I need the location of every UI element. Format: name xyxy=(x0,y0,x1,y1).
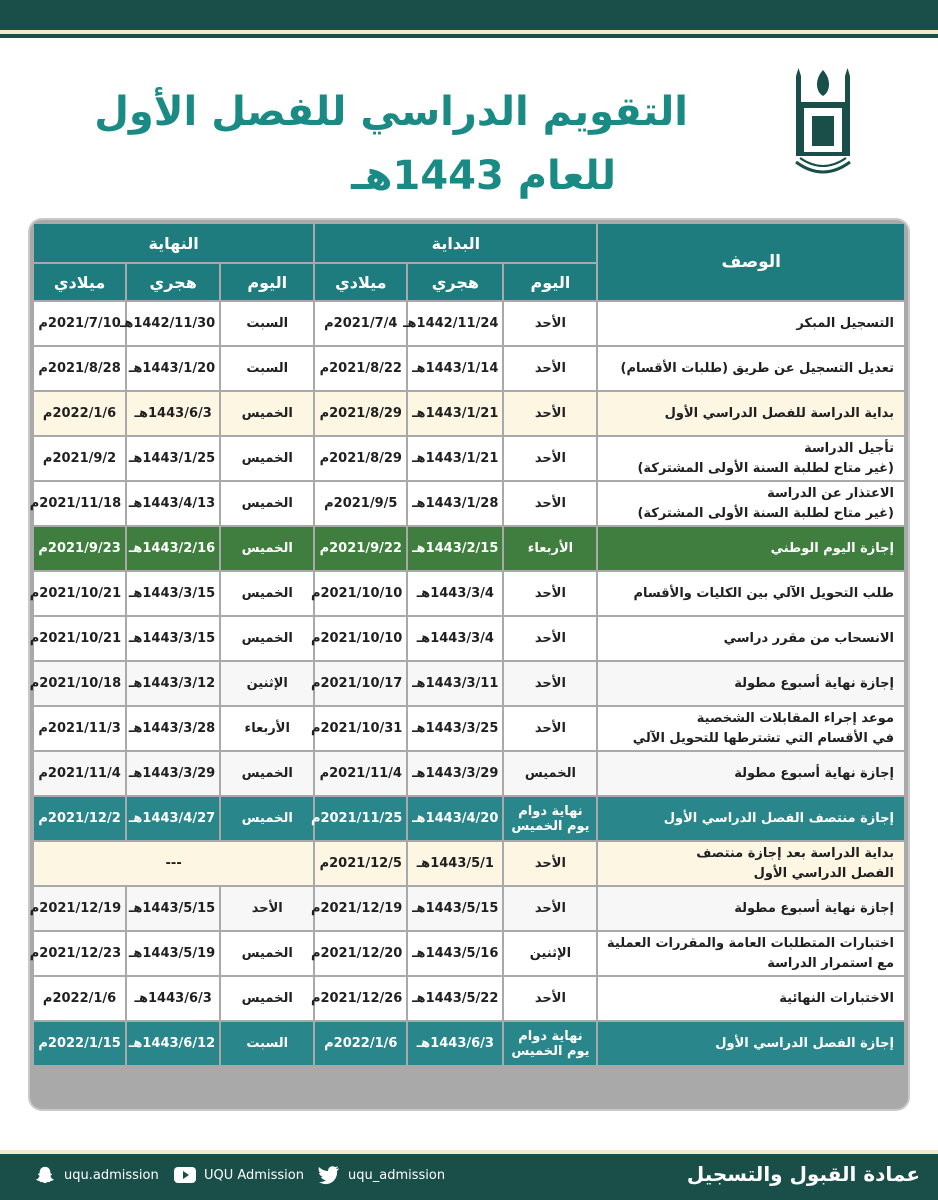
column-group-start: البداية xyxy=(315,224,596,262)
start-hijri: 1443/3/4هـ xyxy=(408,572,502,615)
end-day: السبت xyxy=(221,302,313,345)
academic-calendar-table xyxy=(29,222,906,1067)
row-description: تعديل التسجيل عن طريق (طلبات الأقسام) xyxy=(598,347,904,390)
end-hijri: 1443/3/15هـ xyxy=(127,572,219,615)
youtube-channel: UQU Admission xyxy=(204,1167,304,1183)
row-description-line-2: مع استمرار الدراسة xyxy=(767,955,894,971)
table-row xyxy=(34,887,904,930)
row-description xyxy=(598,842,904,885)
start-gregorian: 2021/12/26م xyxy=(315,977,406,1020)
start-day: الأحد xyxy=(504,977,596,1020)
twitter-icon xyxy=(318,1166,340,1184)
end-hijri: 1443/6/3هـ xyxy=(127,392,219,435)
start-gregorian: 2021/9/22م xyxy=(315,527,406,570)
row-description: إجازة منتصف الفصل الدراسي الأول xyxy=(598,797,904,840)
start-gregorian: 2021/10/17م xyxy=(315,662,406,705)
table-row xyxy=(34,752,904,795)
start-gregorian: 2021/10/10م xyxy=(315,572,406,615)
start-hijri: 1443/3/4هـ xyxy=(408,617,502,660)
start-gregorian: 2021/8/29م xyxy=(315,392,406,435)
start-gregorian: 2021/7/4م xyxy=(315,302,406,345)
end-gregorian: 2022/1/6م xyxy=(34,392,125,435)
end-gregorian: 2021/9/23م xyxy=(34,527,125,570)
table-row xyxy=(34,797,904,840)
start-hijri: 1443/1/21هـ xyxy=(408,392,502,435)
start-hijri: 1443/3/29هـ xyxy=(408,752,502,795)
end-day: الأحد xyxy=(221,887,313,930)
table-row xyxy=(34,932,904,975)
row-description: إجازة نهاية أسبوع مطولة xyxy=(598,662,904,705)
column-header-start-gregorian: ميلادي xyxy=(315,264,406,300)
row-description: بداية الدراسة للفصل الدراسي الأول xyxy=(598,392,904,435)
row-description: الاختبارات النهائية xyxy=(598,977,904,1020)
end-gregorian: 2022/1/15م xyxy=(34,1022,125,1065)
start-hijri: 1443/2/15هـ xyxy=(408,527,502,570)
table-row xyxy=(34,707,904,750)
start-gregorian: 2021/11/25م xyxy=(315,797,406,840)
start-hijri: 1443/5/16هـ xyxy=(408,932,502,975)
start-hijri: 1442/11/24هـ xyxy=(408,302,502,345)
table-row xyxy=(34,392,904,435)
column-header-end-hijri: هجري xyxy=(127,264,219,300)
end-gregorian: 2021/11/4م xyxy=(34,752,125,795)
start-gregorian: 2022/1/6م xyxy=(315,1022,406,1065)
table-row xyxy=(34,482,904,525)
start-gregorian: 2021/12/20م xyxy=(315,932,406,975)
end-hijri: 1443/3/29هـ xyxy=(127,752,219,795)
column-group-end: النهاية xyxy=(34,224,313,262)
start-day-line-2: يوم الخميس xyxy=(511,818,590,834)
start-gregorian: 2021/12/19م xyxy=(315,887,406,930)
calendar-rows xyxy=(29,302,904,1065)
end-day: الخميس xyxy=(221,392,313,435)
end-gregorian: 2022/1/6م xyxy=(34,977,125,1020)
end-hijri: 1443/5/19هـ xyxy=(127,932,219,975)
start-day: الأحد xyxy=(504,662,596,705)
start-day: الإثنين xyxy=(504,932,596,975)
youtube-link[interactable] xyxy=(174,1166,304,1184)
start-gregorian: 2021/8/22م xyxy=(315,347,406,390)
start-hijri: 1443/5/22هـ xyxy=(408,977,502,1020)
start-day: الأحد xyxy=(504,887,596,930)
table-row xyxy=(34,347,904,390)
start-hijri: 1443/1/21هـ xyxy=(408,437,502,480)
snapchat-icon xyxy=(34,1166,56,1184)
end-day: الخميس xyxy=(221,932,313,975)
start-day xyxy=(504,1022,596,1065)
start-day: الأحد xyxy=(504,482,596,525)
row-description: إجازة نهاية أسبوع مطولة xyxy=(598,887,904,930)
end-day: الأربعاء xyxy=(221,707,313,750)
start-day: الأربعاء xyxy=(504,527,596,570)
end-gregorian: 2021/10/21م xyxy=(34,572,125,615)
end-day: السبت xyxy=(221,347,313,390)
footer-deanship-title: عمادة القبول والتسجيل xyxy=(686,1162,920,1186)
start-day: الأحد xyxy=(504,617,596,660)
title-line-2: للعام 1443هـ xyxy=(351,153,616,199)
row-description-line-2: في الأقسام التي تشترطها للتحويل الآلي xyxy=(632,730,894,746)
end-hijri: 1443/3/15هـ xyxy=(127,617,219,660)
end-hijri: 1443/2/16هـ xyxy=(127,527,219,570)
end-gregorian: 2021/12/2م xyxy=(34,797,125,840)
end-hijri: 1443/4/13هـ xyxy=(127,482,219,525)
row-description: إجازة نهاية أسبوع مطولة xyxy=(598,752,904,795)
end-gregorian: 2021/11/3م xyxy=(34,707,125,750)
end-hijri: 1443/6/12هـ xyxy=(127,1022,219,1065)
row-description-line-2: (غير متاح لطلبة السنة الأولى المشتركة) xyxy=(637,505,894,521)
column-header-end-day: اليوم xyxy=(221,264,313,300)
start-hijri: 1443/4/20هـ xyxy=(408,797,502,840)
row-description-line-1: تأجيل الدراسة xyxy=(803,440,894,456)
end-gregorian: 2021/10/18م xyxy=(34,662,125,705)
start-day-line-1: نهاية دوام xyxy=(518,1028,583,1044)
end-day: السبت xyxy=(221,1022,313,1065)
end-day: الخميس xyxy=(221,482,313,525)
start-gregorian: 2021/10/10م xyxy=(315,617,406,660)
twitter-handle: uqu_admission xyxy=(348,1167,446,1183)
column-header-description: الوصف xyxy=(598,224,904,300)
snapchat-handle: uqu.admission xyxy=(64,1167,159,1183)
table-row xyxy=(34,437,904,480)
start-gregorian: 2021/8/29م xyxy=(315,437,406,480)
end-hijri: 1443/3/12هـ xyxy=(127,662,219,705)
table-row xyxy=(34,302,904,345)
start-hijri: 1443/1/28هـ xyxy=(408,482,502,525)
end-day: الإثنين xyxy=(221,662,313,705)
start-day xyxy=(504,797,596,840)
start-day: الأحد xyxy=(504,707,596,750)
end-day: الخميس xyxy=(221,977,313,1020)
end-gregorian: 2021/10/21م xyxy=(34,617,125,660)
end-gregorian: 2021/11/18م xyxy=(34,482,125,525)
end-hijri: 1442/11/30هـ xyxy=(127,302,219,345)
end-gregorian: 2021/12/23م xyxy=(34,932,125,975)
table-row xyxy=(34,617,904,660)
table-row xyxy=(34,977,904,1020)
column-header-end-gregorian: ميلادي xyxy=(34,264,125,300)
start-day-line-2: يوم الخميس xyxy=(511,1043,590,1059)
table-row xyxy=(34,572,904,615)
row-description-line-1: اختبارات المتطلبات العامة والمقررات العملية xyxy=(607,935,894,951)
university-logo xyxy=(790,66,856,184)
end-hijri: 1443/5/15هـ xyxy=(127,887,219,930)
start-hijri: 1443/5/15هـ xyxy=(408,887,502,930)
footer-accent-line xyxy=(0,1150,938,1154)
title-line-1: التقويم الدراسي للفصل الأول xyxy=(94,89,688,135)
youtube-icon xyxy=(174,1166,196,1184)
end-hijri: 1443/4/27هـ xyxy=(127,797,219,840)
row-description: إجازة اليوم الوطني xyxy=(598,527,904,570)
row-description: التسجيل المبكر xyxy=(598,302,904,345)
start-day: الأحد xyxy=(504,392,596,435)
page-title xyxy=(94,80,688,208)
top-accent-line xyxy=(0,30,938,34)
row-description: طلب التحويل الآلي بين الكليات والأقسام xyxy=(598,572,904,615)
start-gregorian: 2021/10/31م xyxy=(315,707,406,750)
table-row xyxy=(34,1022,904,1065)
row-description-line-1: موعد إجراء المقابلات الشخصية xyxy=(696,710,894,726)
top-band xyxy=(0,0,938,38)
end-day: الخميس xyxy=(221,572,313,615)
end-gregorian: 2021/8/28م xyxy=(34,347,125,390)
column-header-start-hijri: هجري xyxy=(408,264,502,300)
end-day: الخميس xyxy=(221,437,313,480)
footer-bar xyxy=(0,1150,938,1200)
row-description: إجازة الفصل الدراسي الأول xyxy=(598,1022,904,1065)
row-description: الانسحاب من مقرر دراسي xyxy=(598,617,904,660)
start-hijri: 1443/3/11هـ xyxy=(408,662,502,705)
end-hijri: 1443/1/25هـ xyxy=(127,437,219,480)
start-gregorian: 2021/9/5م xyxy=(315,482,406,525)
start-gregorian: 2021/12/5م xyxy=(315,842,406,885)
end-day: الخميس xyxy=(221,617,313,660)
start-day: الأحد xyxy=(504,842,596,885)
row-description-line-1: الاعتذار عن الدراسة xyxy=(767,485,894,501)
start-gregorian: 2021/11/4م xyxy=(315,752,406,795)
end-hijri: 1443/6/3هـ xyxy=(127,977,219,1020)
calendar-table-frame xyxy=(30,220,908,1109)
start-hijri: 1443/5/1هـ xyxy=(408,842,502,885)
row-description xyxy=(598,482,904,525)
end-gregorian: 2021/7/10م xyxy=(34,302,125,345)
start-hijri: 1443/6/3هـ xyxy=(408,1022,502,1065)
row-description-line-1: بداية الدراسة بعد إجازة منتصف xyxy=(696,845,894,861)
start-day: الأحد xyxy=(504,437,596,480)
table-row xyxy=(34,527,904,570)
end-hijri: 1443/3/28هـ xyxy=(127,707,219,750)
table-row xyxy=(34,662,904,705)
end-day: الخميس xyxy=(221,797,313,840)
start-hijri: 1443/1/14هـ xyxy=(408,347,502,390)
start-day: الخميس xyxy=(504,752,596,795)
start-day-line-1: نهاية دوام xyxy=(518,803,583,819)
row-description xyxy=(598,437,904,480)
end-day: الخميس xyxy=(221,752,313,795)
end-day: الخميس xyxy=(221,527,313,570)
start-day: الأحد xyxy=(504,572,596,615)
snapchat-link[interactable] xyxy=(34,1166,159,1184)
column-header-start-day: اليوم xyxy=(504,264,596,300)
end-gregorian: 2021/9/2م xyxy=(34,437,125,480)
table-row xyxy=(34,842,904,885)
start-hijri: 1443/3/25هـ xyxy=(408,707,502,750)
row-description xyxy=(598,932,904,975)
start-day: الأحد xyxy=(504,347,596,390)
end-hijri: 1443/1/20هـ xyxy=(127,347,219,390)
start-day: الأحد xyxy=(504,302,596,345)
twitter-link[interactable] xyxy=(318,1166,445,1184)
end-dates-merged: --- xyxy=(34,842,313,885)
end-gregorian: 2021/12/19م xyxy=(34,887,125,930)
row-description-line-2: (غير متاح لطلبة السنة الأولى المشتركة) xyxy=(637,460,894,476)
row-description xyxy=(598,707,904,750)
row-description-line-2: الفصل الدراسي الأول xyxy=(753,865,894,881)
